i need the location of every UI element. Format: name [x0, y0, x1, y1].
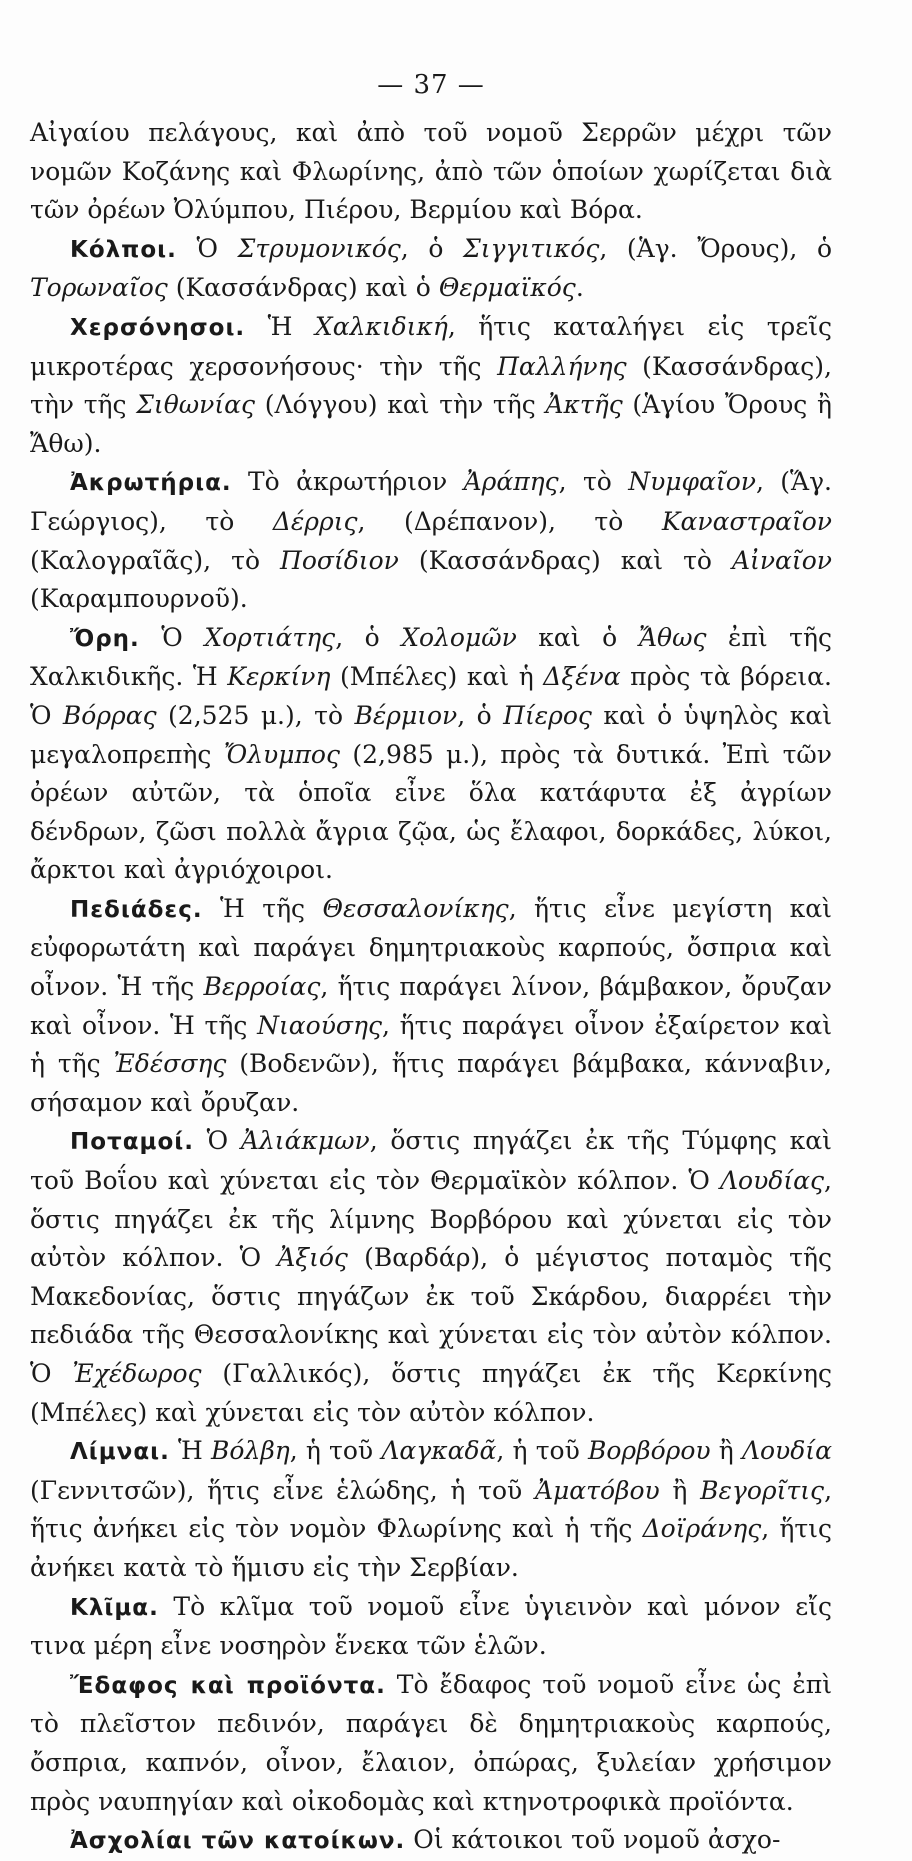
text-segment: ἢ	[710, 1436, 742, 1466]
text-segment: Τὸ ἔδαφος τοῦ νομοῦ εἶνε ὡς ἐπὶ τὸ πλεῖστον πεδινόν, παράγει δὲ δημητριακοὺς καρπούς, ὄσπρια, καπνόν, οἶνον, ἔλαιον, ὀπώρας, ξυλείαν χρήσιμον πρὸς ναυπηγίαν καὶ οἰκοδομὰς καὶ κτηνοτροφικὰ προϊόντα.	[30, 1669, 832, 1816]
text-segment: (Γεννιτσῶν), ἥτις εἶνε ἑλώδης, ἡ τοῦ	[30, 1475, 535, 1505]
italic-term: Βερροίας	[203, 972, 321, 1002]
paragraph	[30, 1588, 832, 1666]
paragraph	[30, 230, 832, 308]
text-segment: Ὁ	[193, 1126, 241, 1156]
text-segment: , ἥτις παράγει λίνον, βάμβακον, ὄρυζαν καὶ οἶνον. Ἡ τῆς	[30, 972, 832, 1040]
paragraph	[30, 114, 832, 230]
text-segment: Τὸ ἀκρωτήριον	[231, 467, 464, 497]
italic-term: Χολομῶν	[401, 622, 517, 652]
section-heading: Ἀκρωτήρια.	[70, 470, 232, 497]
text-segment: (Καλογραῖᾶς), τὸ	[30, 545, 281, 575]
italic-term: Αἰναῖον	[732, 545, 832, 575]
italic-term: Βόρρας	[62, 700, 157, 730]
italic-term: Παλλήνης	[497, 351, 627, 381]
text-segment: (2,985 μ.), πρὸς τὰ δυτικά. Ἐπὶ τῶν ὀρέων αὐτῶν, τὰ ὁποῖα εἶνε ὅλα κατάφυτα ἐξ ἀγρίων δένδρων, ζῶσι πολλὰ ἄγρια ζῷα, ὡς ἔλαφοι, δορκάδες, λύκοι, ἄρκτοι καὶ ἀγριόχοιροι.	[30, 739, 832, 885]
text-segment: , ἥτις ἀνήκει εἰς τὸν νομὸν Φλωρίνης καὶ ἡ τῆς	[30, 1475, 833, 1544]
text-segment: ἐπὶ τῆς Χαλκιδικῆς. Ἡ	[30, 622, 832, 692]
italic-term: Χορτιάτης	[204, 622, 336, 652]
text-segment: .	[575, 273, 584, 303]
italic-term: Βορβόρου	[588, 1436, 711, 1466]
text-segment: καὶ ὁ ὑψηλὸς καὶ μεγαλοπρεπὴς	[30, 700, 833, 769]
text-segment: , (Δρέπανον), τὸ	[357, 506, 662, 536]
text-segment: (Κασσάνδρας) καὶ τὸ	[398, 545, 732, 575]
section-heading: Κόλποι.	[70, 236, 177, 263]
text-segment: πρὸς τὰ βόρεια. Ὁ	[30, 662, 832, 730]
italic-term: Ἐχέδωρος	[72, 1359, 202, 1388]
italic-term: Νιαούσης	[257, 1010, 382, 1040]
text-segment: Ἡ τῆς	[202, 893, 323, 923]
text-segment: ἢ	[659, 1475, 701, 1505]
italic-term: Ἀλιάκμων	[240, 1126, 370, 1156]
italic-term: Ἀκτῆς	[545, 390, 623, 420]
italic-term: Σιθωνίας	[136, 390, 256, 420]
italic-term: Ἐδέσσης	[113, 1049, 227, 1079]
italic-term: Δξένα	[543, 662, 621, 692]
italic-term: Ἀξιός	[277, 1243, 348, 1273]
section-heading: Κλῖμα.	[70, 1594, 159, 1621]
text-segment: (Καραμπουρνοῦ).	[30, 584, 248, 614]
text-segment: (Λόγγου) καὶ τὴν τῆς	[255, 390, 546, 420]
text-segment: , τὸ	[558, 467, 629, 497]
text-segment: (2,525 μ.), τὸ	[156, 700, 355, 730]
italic-term: Νυμφαῖον	[628, 467, 756, 497]
text-segment: (Κασσάνδρας) καὶ ὁ	[167, 273, 439, 303]
text-segment: Ἡ	[245, 311, 315, 341]
italic-term: Χαλκιδική	[314, 311, 448, 341]
italic-term: Θερμαϊκός	[438, 273, 576, 303]
text-segment: Οἱ κάτοικοι τοῦ νομοῦ ἀσχο-	[405, 1825, 781, 1855]
text-segment: , ἡ τοῦ	[289, 1436, 382, 1466]
section-heading: Ἔδαφος καὶ προϊόντα.	[70, 1672, 386, 1699]
italic-term: Κερκίνη	[227, 662, 331, 692]
italic-term: Θεσσαλονίκης	[322, 893, 509, 923]
paragraph	[30, 1122, 832, 1432]
text-segment: Αἰγαίου πελάγους, καὶ ἀπὸ τοῦ νομοῦ Σερρῶν μέχρι τῶν νομῶν Κοζάνης καὶ Φλωρίνης, ἀπὸ τῶν ὁποίων χωρίζεται διὰ τῶν ὀρέων Ὀλύμπου, Πιέρου, Βερμίου καὶ Βόρα.	[30, 118, 832, 225]
paragraph	[30, 890, 832, 1123]
text-segment: καὶ ὁ	[516, 622, 639, 652]
text-segment: , ἡ τοῦ	[496, 1436, 588, 1466]
body-text	[30, 114, 832, 1861]
italic-term: Βόλβη	[211, 1436, 290, 1466]
text-segment: Ὁ	[139, 622, 205, 652]
italic-term: Βεγορῖτις	[700, 1475, 825, 1505]
text-segment: (Ἁγίου Ὄρους ἢ Ἄθω).	[30, 390, 832, 458]
italic-term: Στρυμονικός	[237, 233, 401, 263]
italic-term: Τορωναῖος	[30, 273, 168, 303]
section-heading: Λίμναι.	[70, 1439, 170, 1466]
section-heading: Χερσόνησοι.	[70, 314, 246, 341]
paragraph	[30, 463, 832, 618]
paragraph	[30, 1432, 832, 1587]
section-heading: Ποταμοί.	[70, 1129, 194, 1156]
text-segment: (Βαρδάρ), ὁ μέγιστος ποταμὸς τῆς Μακεδονίας, ὅστις πηγάζων ἐκ τοῦ Σκάρδου, διαρρέει τὴν πεδιάδα τῆς Θεσσαλονίκης καὶ χύνεται εἰς τὸν αὐτὸν κόλπον. Ὁ	[30, 1243, 832, 1388]
text-segment: (Κασσάνδρας), τὴν τῆς	[30, 351, 832, 420]
text-segment: , ὁ	[457, 700, 504, 730]
section-heading: Ἀσχολίαι τῶν κατοίκων.	[70, 1828, 406, 1855]
text-segment: , ἥτις ἀνήκει κατὰ τὸ ἥμισυ εἰς τὴν Σερβίαν.	[30, 1514, 832, 1582]
italic-term: Ἄθως	[638, 622, 707, 652]
text-segment: , ὅστις πηγάζει ἐκ τῆς λίμνης Βορβόρου καὶ χύνεται εἰς τὸν αὐτὸν κόλπον. Ὁ	[30, 1166, 832, 1273]
paragraph	[30, 619, 832, 890]
section-heading: Ὄρη.	[70, 625, 140, 652]
paragraph	[30, 1666, 832, 1821]
italic-term: Βέρμιον	[354, 700, 458, 730]
italic-term: Καναστραῖον	[661, 506, 833, 536]
italic-term: Ὄλυμπος	[223, 739, 340, 769]
italic-term: Λαγκαδᾶ	[381, 1436, 497, 1466]
italic-term: Λουδίας	[720, 1166, 825, 1196]
text-segment: Ὁ	[176, 233, 238, 263]
italic-term: Δέρρις	[272, 506, 358, 536]
text-segment: , (Ἅγ. Γεώργιος), τὸ	[30, 467, 832, 536]
text-segment: , (Ἁγ. Ὄρους), ὁ	[599, 233, 832, 263]
text-segment: , ἥτις παράγει οἶνον ἐξαίρετον καὶ ἡ τῆς	[30, 1010, 832, 1079]
text-segment: (Γαλλικός), ὅστις πηγάζει ἐκ τῆς Κερκίνης (Μπέλες) καὶ χύνεται εἰς τὸν αὐτὸν κόλπον.	[30, 1359, 832, 1427]
italic-term: Ἀματόβου	[534, 1475, 660, 1505]
paragraph	[30, 308, 832, 463]
text-segment: Ἡ	[169, 1436, 212, 1466]
page-number: — 37 —	[377, 70, 485, 100]
text-segment: , ἥτις καταλήγει εἰς τρεῖς μικροτέρας χερσονήσους· τὴν τῆς	[30, 311, 832, 381]
text-segment: (Βοδενῶν), ἥτις παράγει βάμβακα, κάνναβιν, σήσαμον καὶ ὄρυζαν.	[30, 1049, 832, 1117]
text-segment: Τὸ κλῖμα τοῦ νομοῦ εἶνε ὑγιεινὸν καὶ μόνον εἴς τινα μέρη εἶνε νοσηρὸν ἕνεκα τῶν ἑλῶν.	[30, 1591, 832, 1661]
text-segment: , ἥτις εἶνε μεγίστη καὶ εὐφορωτάτη καὶ παράγει δημητριακοὺς καρπούς, ὄσπρια καὶ οἶνον. Ἡ τῆς	[30, 893, 832, 1002]
italic-term: Πίερος	[503, 700, 592, 730]
text-segment: , ὁ	[335, 622, 402, 652]
text-segment: , ὅστις πηγάζει ἐκ τῆς Τύμφης καὶ τοῦ Βοΐου καὶ χύνεται εἰς τὸν Θερμαϊκὸν κόλπον. Ὁ	[30, 1126, 832, 1196]
paragraph	[30, 1821, 832, 1861]
section-heading: Πεδιάδες.	[70, 896, 203, 923]
italic-term: Ἀράπης	[463, 467, 559, 497]
italic-term: Λουδία	[741, 1436, 832, 1466]
text-segment: , ὁ	[400, 233, 464, 263]
italic-term: Δοϊράνης	[642, 1514, 762, 1544]
italic-term: Σιγγιτικός	[463, 233, 600, 263]
italic-term: Ποσίδιον	[280, 545, 399, 575]
text-segment: (Μπέλες) καὶ ἡ	[330, 662, 544, 692]
